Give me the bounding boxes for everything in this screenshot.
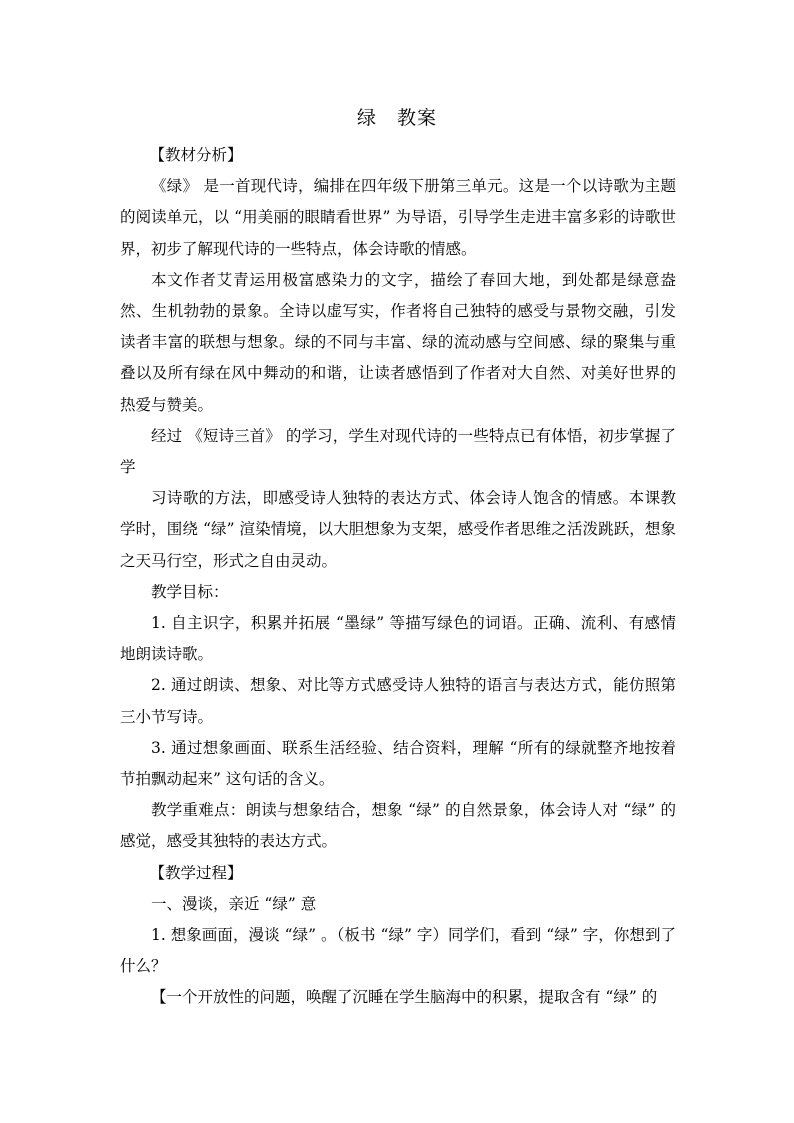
goal-item-3: 3. 通过想象画面、联系生活经验、结合资料，理解 “所有的绿就整齐地按着节拍飘动起来” 这句话的含义。 — [120, 738, 676, 789]
section-heading-textbook-analysis: 【教材分析】 — [149, 146, 243, 164]
paragraph: 本文作者艾青运用极富感染力的文字，描绘了春回大地，到处都是绿意盎然、生机勃勃的景象。全诗以虚写实，作者将自己独特的感受与景物交融，引发读者丰富的联想与想象。绿的不同与丰富、绿的流动感与空间感、绿的聚集与重叠以及所有绿在风中舞动的和谐，让读者感悟到了作者对大自然、对美好世界的热爱与赞美。 — [120, 270, 676, 414]
teaching-goals-label: 教学目标： — [151, 582, 229, 601]
key-difficulties: 教学重难点：朗读与想象结合，想象 “绿” 的自然景象，体会诗人对 “绿” 的感觉，感受其独特的表达方式。 — [120, 801, 676, 851]
goal-item-2: 2. 通过朗读、想象、对比等方式感受诗人独特的语言与表达方式，能仿照第三小节写诗。 — [120, 676, 676, 726]
goal-item-1: 1. 自主识字，积累并拓展 “墨绿” 等描写绿色的词语。正确、流利、有感情地朗读诗歌。 — [120, 614, 676, 664]
step-heading-1: 一、漫谈，亲近 “绿” 意 — [151, 894, 317, 913]
paragraph: 习诗歌的方法，即感受诗人独特的表达方式、体会诗人饱含的情感。本课教学时，围绕 “绿” 渲染情境，以大胆想象为支架，感受作者思维之活泼跳跃，想象之天马行空，形式之自由灵动。 — [120, 489, 676, 570]
paragraph: 《绿》 是一首现代诗，编排在四年级下册第三单元。这是一个以诗歌为主题的阅读单元，以 “用美丽的眼睛看世界” 为导语，引导学生走进丰富多彩的诗歌世界，初步了解现代诗的一些特点，体会诗歌的情感。 — [120, 177, 676, 258]
step-item-1: 1. 想象画面，漫谈 “绿” 。（板书 “绿” 字）同学们，看到 “绿” 字，你想到了什么？ — [120, 926, 676, 976]
document-title: 绿 教案 — [356, 107, 437, 129]
document-body — [120, 140, 676, 1014]
section-heading-teaching-process: 【教学过程】 — [149, 863, 243, 882]
paragraph: 【一个开放性的问题，唤醒了沉睡在学生脑海中的积累，提取含有 “绿” 的 — [151, 988, 658, 1007]
paragraph: 经过 《短诗三首》 的学习，学生对现代诗的一些特点已有体悟，初步掌握了学 — [120, 426, 676, 477]
